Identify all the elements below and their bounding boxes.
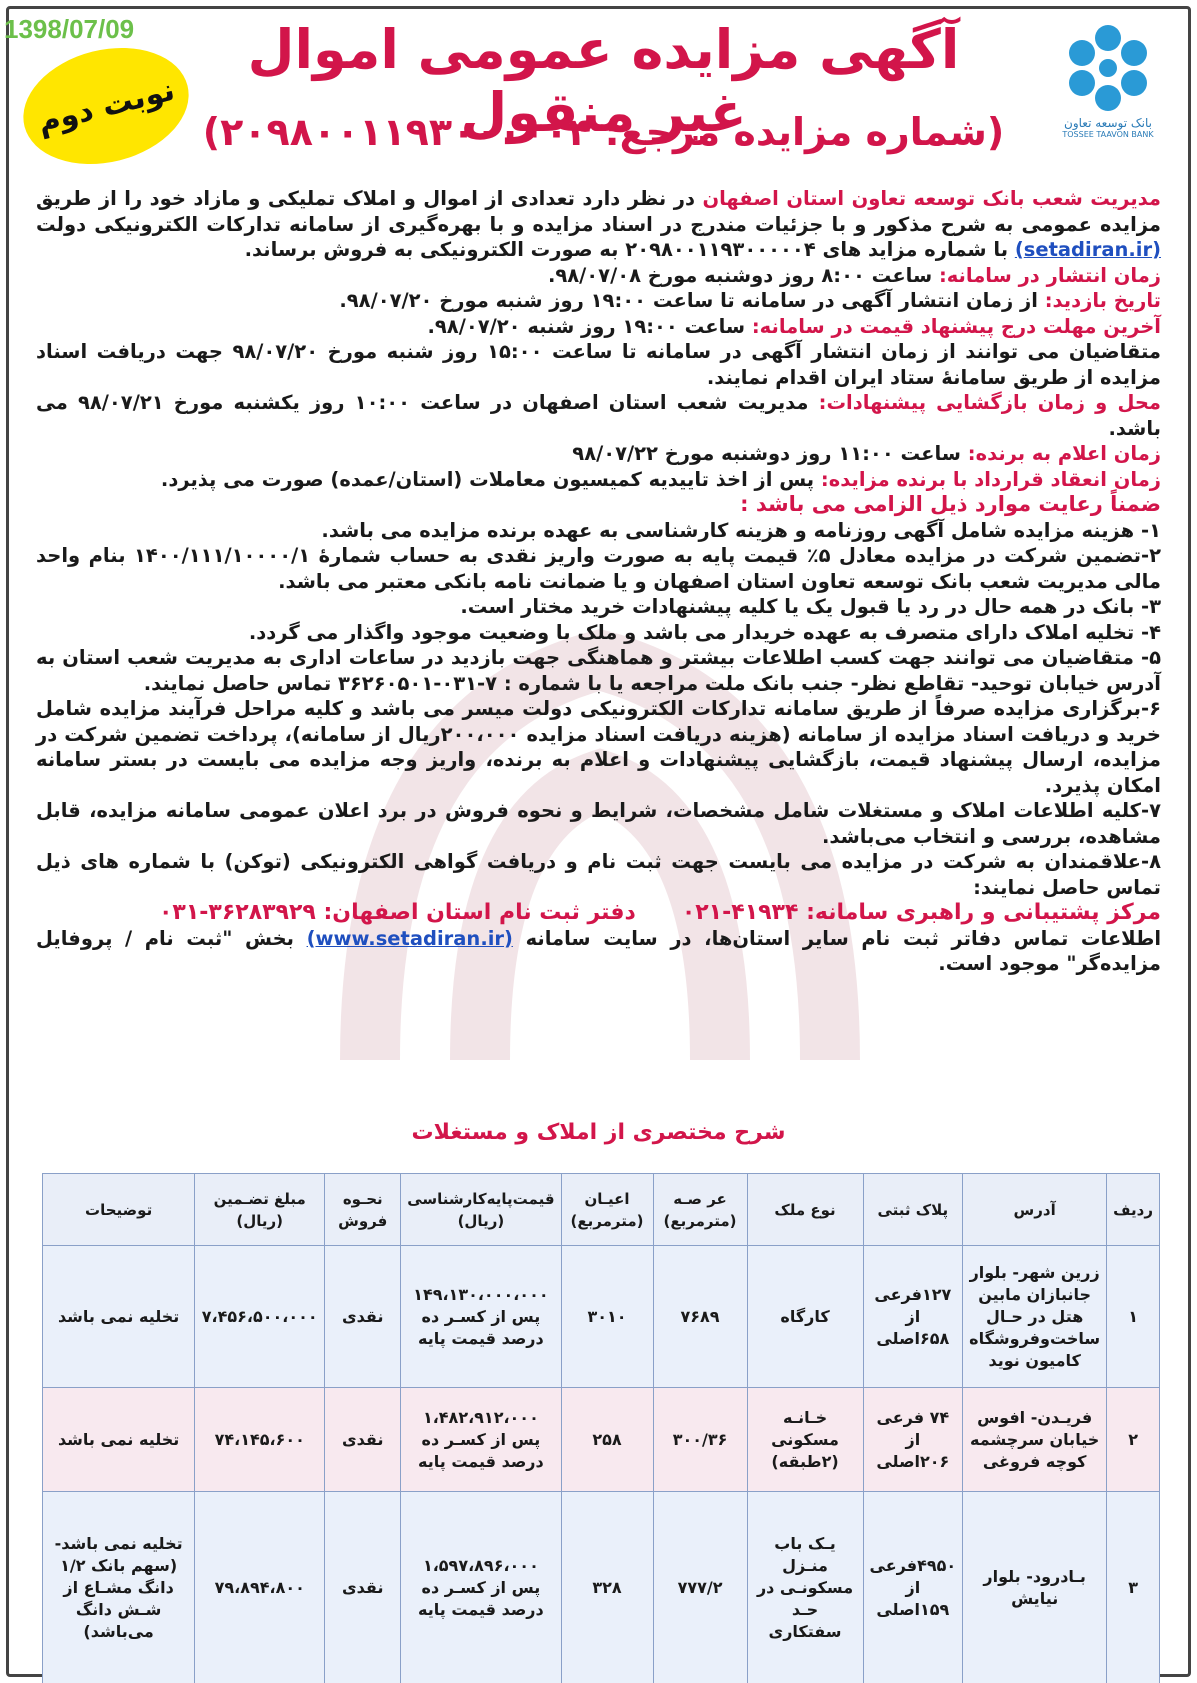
schedule-label: آخرین مهلت درج پیشنهاد قیمت در سامانه: xyxy=(751,314,1161,338)
table-cell: ۱،۵۹۷،۸۹۶،۰۰۰ پس از کسـر ده درصد قیمت پایه xyxy=(401,1492,561,1683)
schedule-item xyxy=(36,288,1161,314)
table-cell: تخلیه نمی باشد xyxy=(43,1246,195,1388)
table-row xyxy=(43,1492,1160,1683)
condition-item: ۱- هزینه مزایده شامل آگهی روزنامه و هزینه کارشناسی به عهده برنده مزایده می باشد. xyxy=(321,518,1161,542)
table-cell: ۴۹۵۰فرعی از ۱۵۹اصلی xyxy=(863,1492,963,1683)
schedule-label: زمان اعلام به برنده: xyxy=(967,442,1161,465)
table-header-row xyxy=(43,1174,1160,1246)
table-cell: ۲۵۸ xyxy=(561,1388,653,1492)
bank-logo-icon xyxy=(1062,22,1154,114)
footer-text-1: اطلاعات تماس دفاتر ثبت نام سایر استان‌ها، در سایت سامانه xyxy=(512,926,1161,950)
table-cell: تخلیه نمی باشد- (سهم بانک ۱/۲ دانگ مشـاع از شـش دانگ می‌باشد) xyxy=(43,1492,195,1683)
bank-logo xyxy=(1043,22,1173,152)
schedule-label: زمان انتشار در سامانه: xyxy=(938,263,1161,287)
table-cell: یـک باب منـزل مسکونـی در حـد سفتکاری xyxy=(747,1492,863,1683)
table-cell: ۷۴ فرعی از ۲۰۶اصلی xyxy=(863,1388,963,1492)
schedule-item xyxy=(36,467,1161,493)
bank-logo-caption: بانک توسعه تعاون xyxy=(1064,116,1152,130)
condition-item: ۸-علاقمندان به شرکت در مزایده می بایست جهت ثبت نام و دریافت گواهی الکترونیکی (توکن) با شماره های ذیل تماس حاصل نمایند: xyxy=(36,850,1161,899)
schedule-item xyxy=(36,263,1161,289)
footer-info xyxy=(36,926,1161,977)
schedule-label: زمان انعقاد قرارداد با برنده مزایده: xyxy=(820,467,1161,491)
property-table xyxy=(42,1173,1160,1683)
col-header: قیمت‌پایه‌کارشناسی (ریال) xyxy=(401,1174,561,1246)
table-cell: ۳۰۱۰ xyxy=(561,1246,653,1388)
col-header: مبلغ تضـمین (ریال) xyxy=(195,1174,325,1246)
schedule-value: پس از اخذ تاییدیه کمیسیون معاملات (استان/عمده) صورت می پذیرد. xyxy=(160,467,821,491)
table-cell: نقدی xyxy=(325,1388,401,1492)
table-cell: خـانـه مسکونی (۲طبقه) xyxy=(747,1388,863,1492)
contact-numbers xyxy=(36,900,1161,926)
col-header: توضیحات xyxy=(43,1174,195,1246)
table-row xyxy=(43,1246,1160,1388)
table-cell: نقدی xyxy=(325,1246,401,1388)
condition-item: ۳- بانک در همه حال در رد یا قبول یک یا کلیه پیشنهادات خرید مختار است. xyxy=(460,595,1161,618)
col-header: عر صـه (مترمربع) xyxy=(653,1174,747,1246)
table-cell: تخلیه نمی باشد xyxy=(43,1388,195,1492)
schedule-item xyxy=(36,441,1161,467)
table-title: شرح مختصری از املاک و مستغلات xyxy=(411,1120,786,1145)
col-header: نوع ملک xyxy=(747,1174,863,1246)
announcement-body xyxy=(36,186,1161,977)
intro-paragraph xyxy=(36,186,1161,263)
table-cell: ۷،۴۵۶،۵۰۰،۰۰۰ xyxy=(195,1246,325,1388)
schedule-label: محل و زمان بازگشایی پیشنهادات: xyxy=(818,391,1161,414)
table-cell: نقدی xyxy=(325,1492,401,1683)
condition-item: ۲-تضمین شرکت در مزایده معادل ۵٪ قیمت پایه به صورت واریز نقدی به حساب شمارهٔ ۱۴۰۰/۱۱۱/۱۰۰۰۰/۱ بنام واحد مالی مدیریت شعب بانک توسعه تعاون استان اصفهان و یا ضمانت نامه بانکی معتبر می باشد. xyxy=(36,544,1161,593)
condition-item: ۷-کلیه اطلاعات املاک و مستغلات شامل مشخصات، شرایط و نحوه فروش در برد اعلان عمومی سامانه مزایده، قابل مشاهده، بررسی و انتخاب می‌باشد. xyxy=(36,799,1161,848)
col-header: آدرس xyxy=(963,1174,1107,1246)
table-cell: فریـدن- افوس خیابان سرچشمه کوچه فروغی xyxy=(963,1388,1107,1492)
table-cell: ۱۲۷فرعی از ۶۵۸اصلی xyxy=(863,1246,963,1388)
conditions-title: ضمناً رعایت موارد ذیل الزامی می باشد : xyxy=(740,492,1161,516)
table-cell: ۲ xyxy=(1107,1388,1160,1492)
table-cell: کارگاه xyxy=(747,1246,863,1388)
schedule-value: از زمان انتشار آگهی در سامانه تا ساعت ۱۹:۰۰ روز شنبه مورخ ۹۸/۰۷/۲۰. xyxy=(339,289,1045,312)
schedule-item xyxy=(36,339,1161,390)
schedule-value: متقاضیان می توانند از زمان انتشار آگهی در سامانه تا ساعت ۱۵:۰۰ روز شنبه مورخ ۹۸/۰۷/۲۰ جهت دریافت اسناد مزایده از طریق سامانهٔ ستاد ایران اقدام نمایند. xyxy=(36,340,1161,389)
col-header: ردیف xyxy=(1107,1174,1160,1246)
table-cell: ۷۴،۱۴۵،۶۰۰ xyxy=(195,1388,325,1492)
intro-text-1: در نظر دارد تعدادی از اموال و املاک تملیکی و مازاد خود را از طریق مزایده عمومی به شرح مذکور و با جزئیات مندرج در اسناد مزایده و با بهره‌گیری از سامانه تدارکات الکترونیکی دولت xyxy=(36,187,1161,236)
reference-number: (شماره مزایده مرجع: ۲۰۹۸۰۰۱۱۹۳۰۰۰۰۰۴) xyxy=(202,110,1005,154)
bank-logo-subcaption: TOSSEE TAAVON BANK xyxy=(1062,130,1154,139)
page-title: آگهی مزایده عمومی اموال غیر منقول xyxy=(247,18,960,144)
table-cell: ۷۶۸۹ xyxy=(653,1246,747,1388)
date-stamp: 1398/07/09 xyxy=(4,14,135,44)
turn-badge-label: نوبت دوم xyxy=(34,72,178,140)
footer-text-2: بخش "ثبت نام / پروفایل مزایده‌گر" موجود است. xyxy=(36,926,1161,975)
table-cell: ۷۷۷/۲ xyxy=(653,1492,747,1683)
support-contact: مرکز پشتیبانی و راهبری سامانه: ۴۱۹۳۴-۰۲۱ xyxy=(681,900,1161,925)
table-cell: ۷۹،۸۹۴،۸۰۰ xyxy=(195,1492,325,1683)
office-contact: دفتر ثبت نام استان اصفهان: ۳۶۲۸۳۹۲۹-۰۳۱ xyxy=(158,900,636,925)
col-header: نحـوه فروش xyxy=(325,1174,401,1246)
table-cell: ۱ xyxy=(1107,1246,1160,1388)
setadiran-www-link[interactable]: (www.setadiran.ir) xyxy=(306,926,513,950)
setadiran-link[interactable]: (setadiran.ir) xyxy=(1014,238,1161,261)
schedule-value: مدیریت شعب استان اصفهان در ساعت ۱۰:۰۰ روز یکشنبه مورخ ۹۸/۰۷/۲۱ می باشد. xyxy=(36,391,1161,440)
schedule-label: تاریخ بازدید: xyxy=(1044,289,1161,312)
table-cell: زرین شهر- بلوار جانبازان مابین هتل در حـال ساخت‌و‌فروشگاه کامیون نوید xyxy=(963,1246,1107,1388)
condition-item: ۴- تخلیه املاک دارای متصرف به عهده خریدار می باشد و ملک با وضعیت موجود واگذار می گردد. xyxy=(248,620,1161,644)
schedule-value: ساعت ۱۹:۰۰ روز شنبه ۹۸/۰۷/۲۰. xyxy=(427,314,752,338)
table-row xyxy=(43,1388,1160,1492)
condition-item: ۶-برگزاری مزایده صرفاً از طریق سامانه تدارکات الکترونیکی دولت میسر می باشد و کلیه مراحل فرآیند مزایده شامل خرید و دریافت اسناد مزایده از سامانه (هزینه دریافت اسناد مزایده ۲۰۰،۰۰۰ریال از سامانه)، پرداخت تضمین شرکت در مزایده، ارسال پیشنهاد قیمت، بازگشایی پیشنهادات و اعلام به برنده، واریز وجه مزایده می بایست در بستر سامانه امکان پذیرد. xyxy=(36,697,1161,797)
table-cell: ۳۰۰/۳۶ xyxy=(653,1388,747,1492)
col-header: پلاک ثبتی xyxy=(863,1174,963,1246)
table-cell: ۳ xyxy=(1107,1492,1160,1683)
schedule-value: ساعت ۱۱:۰۰ روز دوشنبه مورخ ۹۸/۰۷/۲۲ xyxy=(572,442,968,465)
intro-text-2: با شماره مزاید های ۲۰۹۸۰۰۱۱۹۳۰۰۰۰۰۴ به صورت الکترونیکی به فروش برساند. xyxy=(244,238,1015,261)
intro-org: مدیریت شعب بانک توسعه تعاون استان اصفهان xyxy=(702,187,1162,210)
schedule-item xyxy=(36,390,1161,441)
schedule-value: ساعت ۸:۰۰ روز دوشنبه مورخ ۹۸/۰۷/۰۸. xyxy=(547,263,939,287)
col-header: اعیـان (مترمربع) xyxy=(561,1174,653,1246)
table-cell: ۳۲۸ xyxy=(561,1492,653,1683)
table-cell: بـادرود- بلوار نیایش xyxy=(963,1492,1107,1683)
schedule-item xyxy=(36,314,1161,340)
table-cell: ۱،۴۸۲،۹۱۲،۰۰۰ پس از کسـر ده درصد قیمت پایه xyxy=(401,1388,561,1492)
table-cell: ۱۴۹،۱۳۰،۰۰۰،۰۰۰ پس از کسـر ده درصد قیمت پایه xyxy=(401,1246,561,1388)
condition-item: ۵- متقاضیان می توانند جهت کسب اطلاعات بیشتر و هماهنگی جهت بازدید در ساعات اداری به مدیریت شعب استان به آدرس خیابان توحید- تقاطع نظر- جنب بانک ملت مراجعه یا با شماره : ۷-۰۳۱-۳۶۲۶۰۵۰۱ تماس حاصل نمایند. xyxy=(36,646,1161,695)
